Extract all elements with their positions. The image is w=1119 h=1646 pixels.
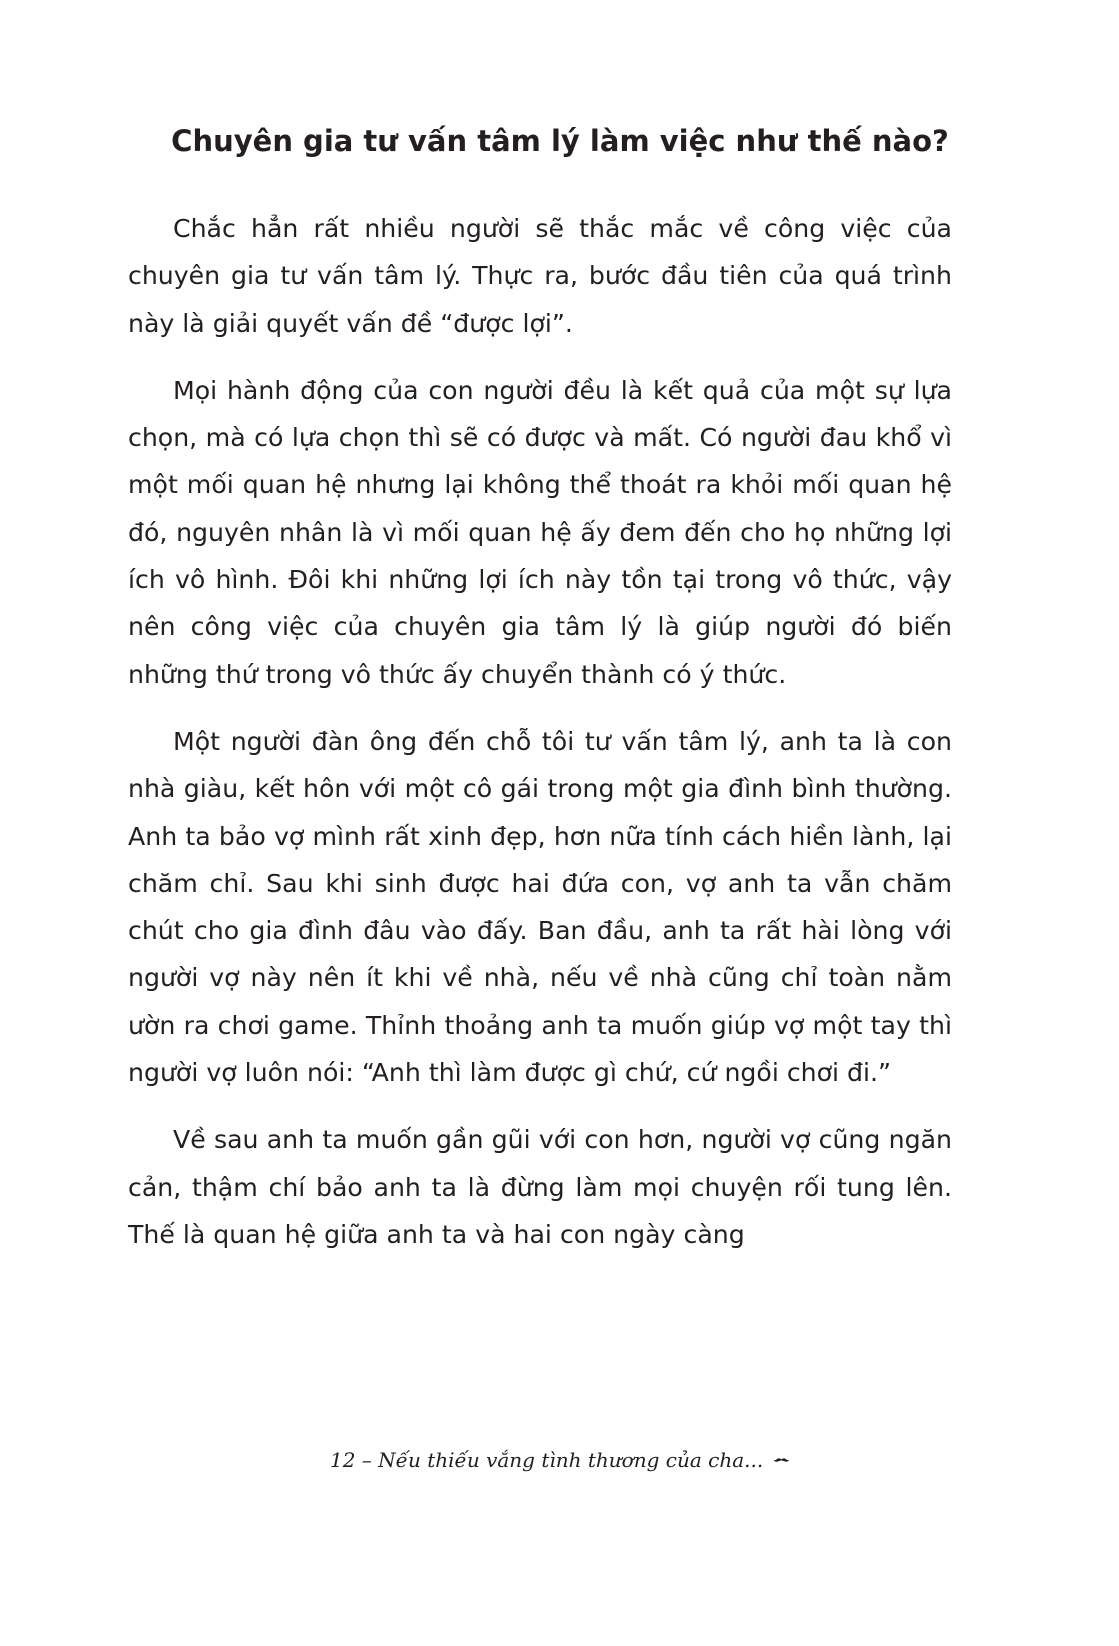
footer-running-title: 12 – Nếu thiếu vắng tình thương của cha... xyxy=(330,1448,764,1472)
paragraph-3: Một người đàn ông đến chỗ tôi tư vấn tâm lý, anh ta là con nhà giàu, kết hôn với một cô gái trong một gia đình bình thường. Anh ta bảo vợ mình rất xinh đẹp, hơn nữa tính cách hiền lành, lại chăm chỉ. Sau khi sinh được hai đứa con, vợ anh ta vẫn chăm chút cho gia đình đâu vào đấy. Ban đầu, anh ta rất hài lòng với người vợ này nên ít khi về nhà, nếu về nhà cũng chỉ toàn nằm ườn ra chơi game. Thỉnh thoảng anh ta muốn giúp vợ một tay thì người vợ luôn nói: “Anh thì làm được gì chứ, cứ ngồi chơi đi.” xyxy=(128,726,952,1088)
mustache-icon xyxy=(773,1450,790,1470)
paragraph-4: Về sau anh ta muốn gần gũi với con hơn, người vợ cũng ngăn cản, thậm chí bảo anh ta là đừng làm mọi chuyện rối tung lên. Thế là quan hệ giữa anh ta và hai con ngày càng xyxy=(128,1125,952,1249)
paragraph-2: Mọi hành động của con người đều là kết quả của một sự lựa chọn, mà có lựa chọn thì sẽ có được và mất. Có người đau khổ vì một mối quan hệ nhưng lại không thể thoát ra khỏi mối quan hệ đó, nguyên nhân là vì mối quan hệ ấy đem đến cho họ những lợi ích vô hình. Đôi khi những lợi ích này tồn tại trong vô thức, vậy nên công việc của chuyên gia tâm lý là giúp người đó biến những thứ trong vô thức ấy chuyển thành có ý thức. xyxy=(128,375,952,689)
section-heading: Chuyên gia tư vấn tâm lý làm việc như thế nào? xyxy=(171,124,949,158)
body-text xyxy=(128,205,952,1278)
paragraph-1: Chắc hẳn rất nhiều người sẽ thắc mắc về công việc của chuyên gia tư vấn tâm lý. Thực ra, bước đầu tiên của quá trình này là giải quyết vấn đề “được lợi”. xyxy=(128,214,952,338)
page-footer xyxy=(330,1440,790,1480)
